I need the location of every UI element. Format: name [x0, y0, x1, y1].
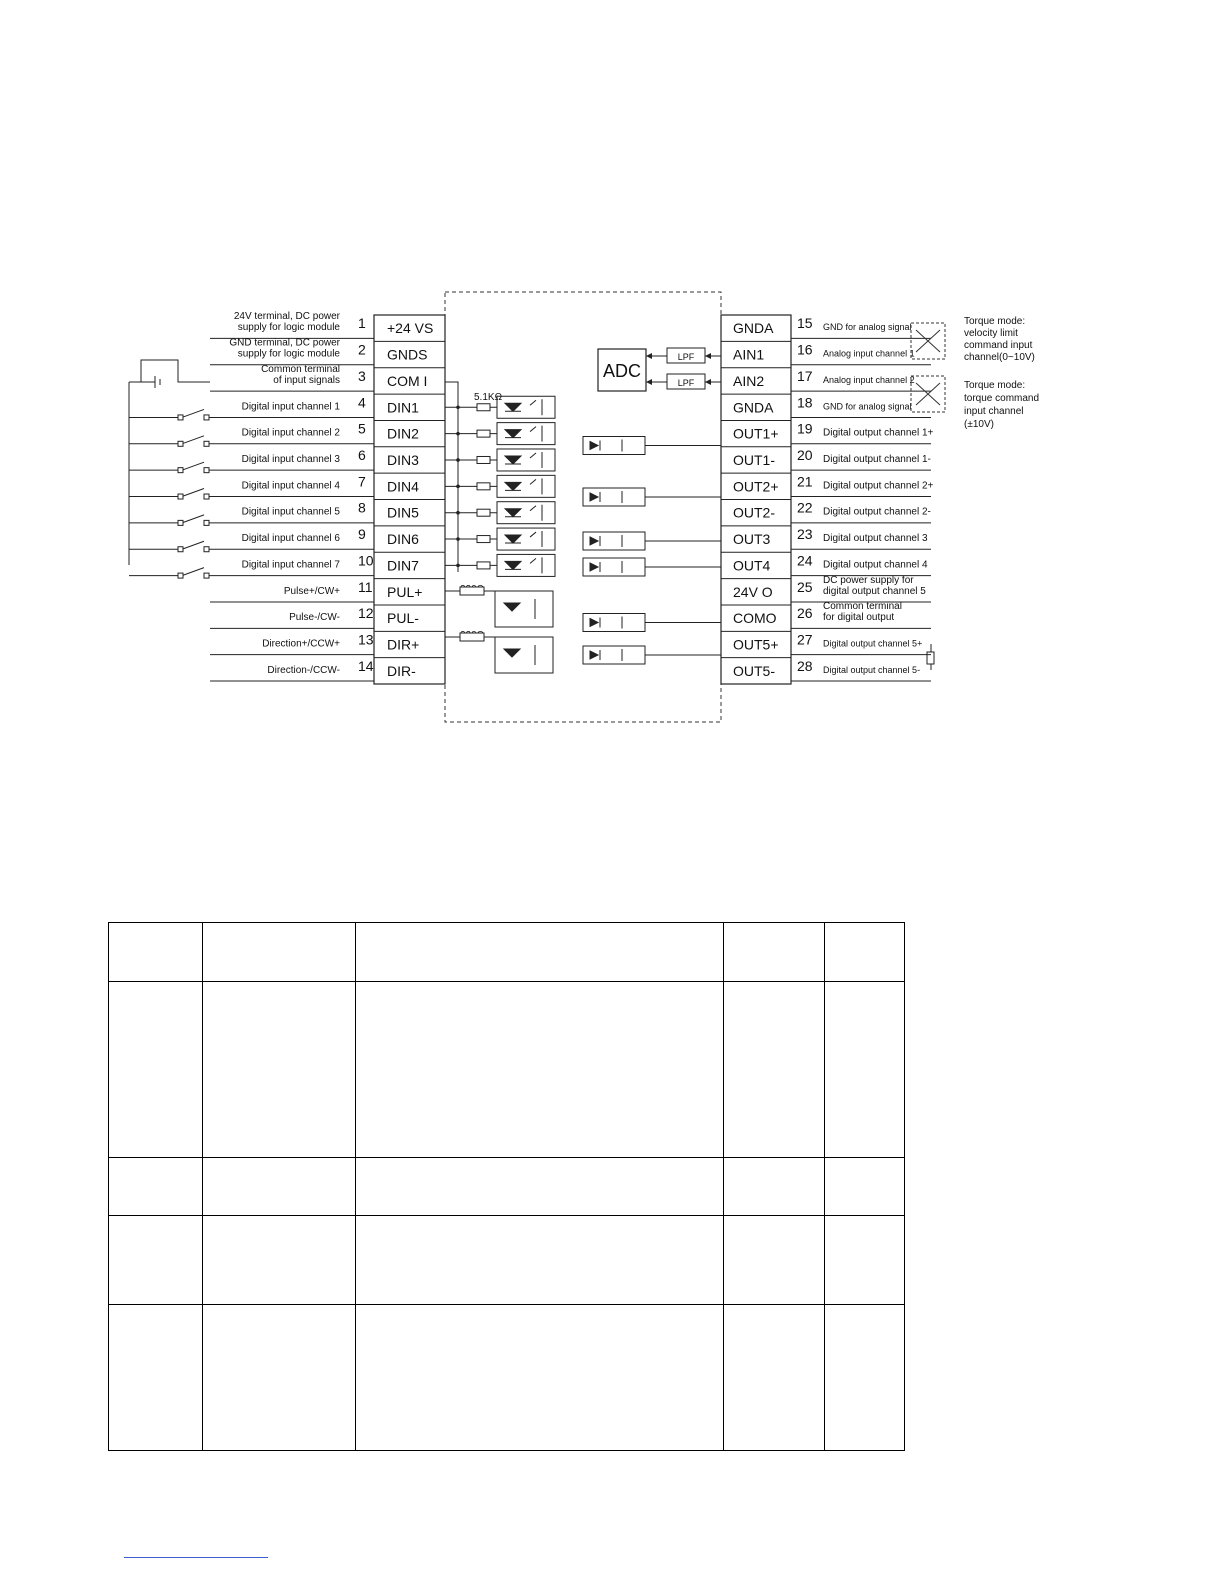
pin-number: 17 — [797, 367, 813, 384]
table-cell — [825, 923, 905, 982]
pin-number: 18 — [797, 394, 813, 411]
svg-text:input channel: input channel — [964, 406, 1024, 417]
terminal-desc: GND for analog signal — [823, 401, 912, 412]
led-symbol — [505, 452, 542, 468]
pin-number: 1 — [358, 315, 366, 332]
switch-contact — [129, 541, 210, 549]
com-bus — [445, 382, 458, 572]
pin-table — [108, 922, 905, 1451]
contact-terminal — [178, 415, 183, 420]
pin-number: 13 — [358, 631, 374, 648]
pin-number: 23 — [797, 526, 813, 543]
table-cell — [356, 982, 724, 1158]
table-cell — [203, 982, 356, 1158]
junction — [456, 485, 460, 489]
table-cell — [724, 1305, 825, 1451]
contact-terminal — [204, 468, 209, 473]
terminal-desc: Digital input channel 5 — [241, 506, 340, 518]
terminal-left: PUL+ — [387, 583, 423, 600]
output-symbol — [590, 491, 721, 503]
switch-contact — [129, 409, 210, 417]
switch-contact — [129, 436, 210, 444]
pin-number: 21 — [797, 473, 813, 490]
terminal-left: DIN5 — [387, 504, 419, 521]
led-symbol — [505, 399, 542, 415]
led-symbol — [505, 505, 542, 521]
terminal-desc: Digital output channel 2+ — [823, 480, 934, 492]
terminal-left: DIN7 — [387, 557, 419, 574]
optocoupler — [497, 554, 555, 576]
output-symbol — [590, 561, 721, 573]
terminal-right: OUT5+ — [733, 636, 779, 653]
switch-contact — [129, 489, 210, 497]
terminal-desc: Common terminal — [261, 363, 340, 375]
terminal-left: DIN6 — [387, 531, 419, 548]
optocoupler — [495, 591, 553, 627]
table-row — [109, 1305, 905, 1451]
terminal-right: GNDA — [733, 320, 774, 337]
terminal-right: 24V O — [733, 583, 773, 600]
pin-number: 7 — [358, 473, 366, 490]
terminal-desc: Digital input channel 1 — [241, 401, 340, 413]
table-cell — [109, 1216, 203, 1305]
led-symbol — [505, 557, 542, 573]
junction — [456, 405, 460, 409]
svg-text:velocity limit: velocity limit — [964, 328, 1018, 339]
terminal-left: DIN4 — [387, 478, 419, 495]
output-symbol — [590, 535, 721, 547]
resistor — [477, 430, 490, 437]
table-cell — [109, 923, 203, 982]
output-symbol — [590, 649, 721, 661]
terminal-left: PUL- — [387, 610, 419, 627]
optocoupler — [497, 475, 555, 497]
terminal-right: AIN2 — [733, 372, 765, 389]
resistor — [477, 562, 490, 569]
terminal-desc: Digital output channel 1- — [823, 453, 931, 465]
terminal-right: GNDA — [733, 399, 774, 416]
switch-bus — [129, 382, 155, 565]
svg-text:Torque mode:: Torque mode: — [964, 380, 1026, 391]
pin-number: 14 — [358, 657, 374, 674]
junction — [456, 537, 460, 541]
table-cell — [724, 1158, 825, 1216]
contact-terminal — [178, 468, 183, 473]
terminal-desc: Digital input channel 3 — [241, 453, 340, 465]
switch-contact — [129, 568, 210, 576]
terminal-desc: Digital input channel 2 — [241, 427, 340, 439]
table-cell — [356, 923, 724, 982]
table-cell — [724, 982, 825, 1158]
terminal-desc: Digital input channel 6 — [241, 533, 340, 545]
pin-number: 6 — [358, 446, 366, 463]
table-row — [109, 923, 905, 982]
terminal-desc: supply for logic module — [237, 322, 340, 334]
pin-number: 22 — [797, 499, 813, 516]
table-cell — [825, 1216, 905, 1305]
led-symbol — [505, 531, 542, 547]
terminal-desc: Digital output channel 2- — [823, 506, 931, 518]
contact-terminal — [178, 441, 183, 446]
pin-number: 24 — [797, 552, 813, 569]
terminal-desc: Analog input channel 2 — [823, 374, 915, 385]
terminal-left: DIN2 — [387, 425, 419, 442]
table-cell — [724, 923, 825, 982]
junction — [456, 511, 460, 515]
terminal-desc: DC power supply for — [823, 574, 914, 586]
led-symbol — [504, 645, 535, 665]
table-cell — [203, 1216, 356, 1305]
terminal-right: OUT1+ — [733, 425, 779, 442]
led-symbol — [504, 599, 535, 619]
optocoupler — [497, 528, 555, 550]
terminal-right: OUT2+ — [733, 478, 779, 495]
pin-number: 10 — [358, 552, 374, 569]
table-row — [109, 1216, 905, 1305]
adc-label: ADC — [602, 361, 642, 381]
resistor — [477, 483, 490, 490]
resistor — [477, 536, 490, 543]
table-cell — [109, 1158, 203, 1216]
terminal-right: COMO — [733, 610, 777, 627]
contact-terminal — [178, 520, 183, 525]
pin-number: 16 — [797, 341, 813, 358]
pin-number: 3 — [358, 367, 366, 384]
pin-number: 27 — [797, 631, 813, 648]
terminal-right: OUT2- — [733, 504, 775, 521]
resistor — [477, 509, 490, 516]
resistor — [460, 587, 484, 595]
terminal-right: OUT3 — [733, 531, 771, 548]
terminal-desc: of input signals — [273, 374, 340, 386]
svg-text:torque command: torque command — [964, 393, 1040, 404]
junction — [456, 564, 460, 568]
pin-number: 4 — [358, 394, 366, 411]
contact-terminal — [204, 547, 209, 552]
contact-terminal — [178, 547, 183, 552]
pin-number: 15 — [797, 315, 813, 332]
terminal-desc: Digital output channel 3 — [823, 533, 928, 545]
terminal-desc: Digital output channel 5+ — [823, 638, 923, 649]
terminal-desc: Pulse-/CW- — [289, 612, 340, 624]
terminal-left: GNDS — [387, 346, 428, 363]
battery — [141, 360, 210, 388]
led-symbol — [505, 478, 542, 494]
lpf-label-2: LPF — [677, 378, 695, 388]
terminal-left: +24 VS — [387, 320, 434, 337]
pin-number: 20 — [797, 446, 813, 463]
resistor — [477, 404, 490, 411]
table-cell — [825, 982, 905, 1158]
table-cell — [109, 982, 203, 1158]
switch-contact — [129, 515, 210, 523]
svg-text:command input: command input — [964, 340, 1033, 351]
terminal-desc: Analog input channel 1 — [823, 348, 915, 359]
terminal-desc: for digital output — [823, 612, 895, 624]
optocoupler — [495, 637, 553, 673]
table-cell — [356, 1216, 724, 1305]
optocoupler — [497, 396, 555, 418]
terminal-desc: Direction-/CCW- — [267, 664, 340, 676]
pin-number: 5 — [358, 420, 366, 437]
pin-number: 19 — [797, 420, 813, 437]
contact-terminal — [204, 494, 209, 499]
terminal-desc: Digital output channel 1+ — [823, 427, 934, 439]
led-symbol — [505, 426, 542, 442]
switch-contact — [129, 462, 210, 470]
contact-terminal — [204, 415, 209, 420]
terminal-desc: Digital input channel 7 — [241, 559, 340, 571]
lpf-label-1: LPF — [677, 352, 695, 362]
resistor-din-label: 5.1KΩ — [474, 392, 503, 403]
pin-number: 8 — [358, 499, 366, 516]
load-resistor — [927, 652, 934, 664]
terminal-desc: GND terminal, DC power — [229, 337, 340, 349]
pin-number: 9 — [358, 526, 366, 543]
pin-number: 11 — [358, 578, 373, 595]
terminal-right: OUT5- — [733, 662, 775, 679]
terminal-left: DIR+ — [387, 636, 420, 653]
terminal-desc: Digital output channel 5- — [823, 664, 921, 675]
output-symbol — [590, 440, 721, 452]
terminal-desc: Digital output channel 4 — [823, 559, 928, 571]
terminal-right: OUT4 — [733, 557, 771, 574]
table-cell — [724, 1216, 825, 1305]
optocoupler — [497, 502, 555, 524]
junction — [456, 432, 460, 436]
terminal-desc: Common terminal — [823, 601, 902, 613]
resistor — [460, 633, 484, 641]
table-cell — [109, 1305, 203, 1451]
output-symbol — [590, 617, 721, 629]
table-row — [109, 982, 905, 1158]
contact-terminal — [178, 494, 183, 499]
terminal-left: DIR- — [387, 662, 416, 679]
pin-number: 12 — [358, 605, 374, 622]
terminal-desc: Digital input channel 4 — [241, 480, 340, 492]
terminal-desc: supply for logic module — [237, 348, 340, 360]
contact-terminal — [204, 520, 209, 525]
terminal-left: DIN1 — [387, 399, 419, 416]
svg-text:channel(0~10V): channel(0~10V) — [964, 352, 1035, 363]
terminal-desc: 24V terminal, DC power — [233, 311, 340, 323]
pin-number: 2 — [358, 341, 366, 358]
table-cell — [203, 1305, 356, 1451]
torque-note-command — [964, 380, 1039, 430]
optocoupler — [497, 449, 555, 471]
contact-terminal — [204, 441, 209, 446]
terminal-left: COM I — [387, 372, 428, 389]
table-cell — [203, 923, 356, 982]
terminal-right: OUT1- — [733, 451, 775, 468]
terminal-desc: GND for analog signal — [823, 322, 912, 333]
contact-terminal — [178, 573, 183, 578]
terminal-desc: digital output channel 5 — [823, 585, 926, 597]
svg-text:(±10V): (±10V) — [964, 419, 994, 430]
pin-number: 28 — [797, 657, 813, 674]
resistor — [477, 456, 490, 463]
terminal-desc: Pulse+/CW+ — [283, 585, 340, 597]
terminal-left: DIN3 — [387, 451, 419, 468]
pin-number: 26 — [797, 605, 813, 622]
footer-link-underline[interactable] — [124, 1557, 268, 1558]
table-cell — [356, 1158, 724, 1216]
torque-note-velocity — [964, 316, 1035, 363]
svg-text:Torque mode:: Torque mode: — [964, 316, 1026, 327]
table-cell — [356, 1305, 724, 1451]
contact-terminal — [204, 573, 209, 578]
junction — [456, 458, 460, 462]
table-cell — [203, 1158, 356, 1216]
pin-number: 25 — [797, 578, 813, 595]
optocoupler — [497, 423, 555, 445]
table-cell — [825, 1305, 905, 1451]
terminal-desc: Direction+/CCW+ — [262, 638, 340, 650]
table-row — [109, 1158, 905, 1216]
terminal-right: AIN1 — [733, 346, 765, 363]
table-cell — [825, 1158, 905, 1216]
